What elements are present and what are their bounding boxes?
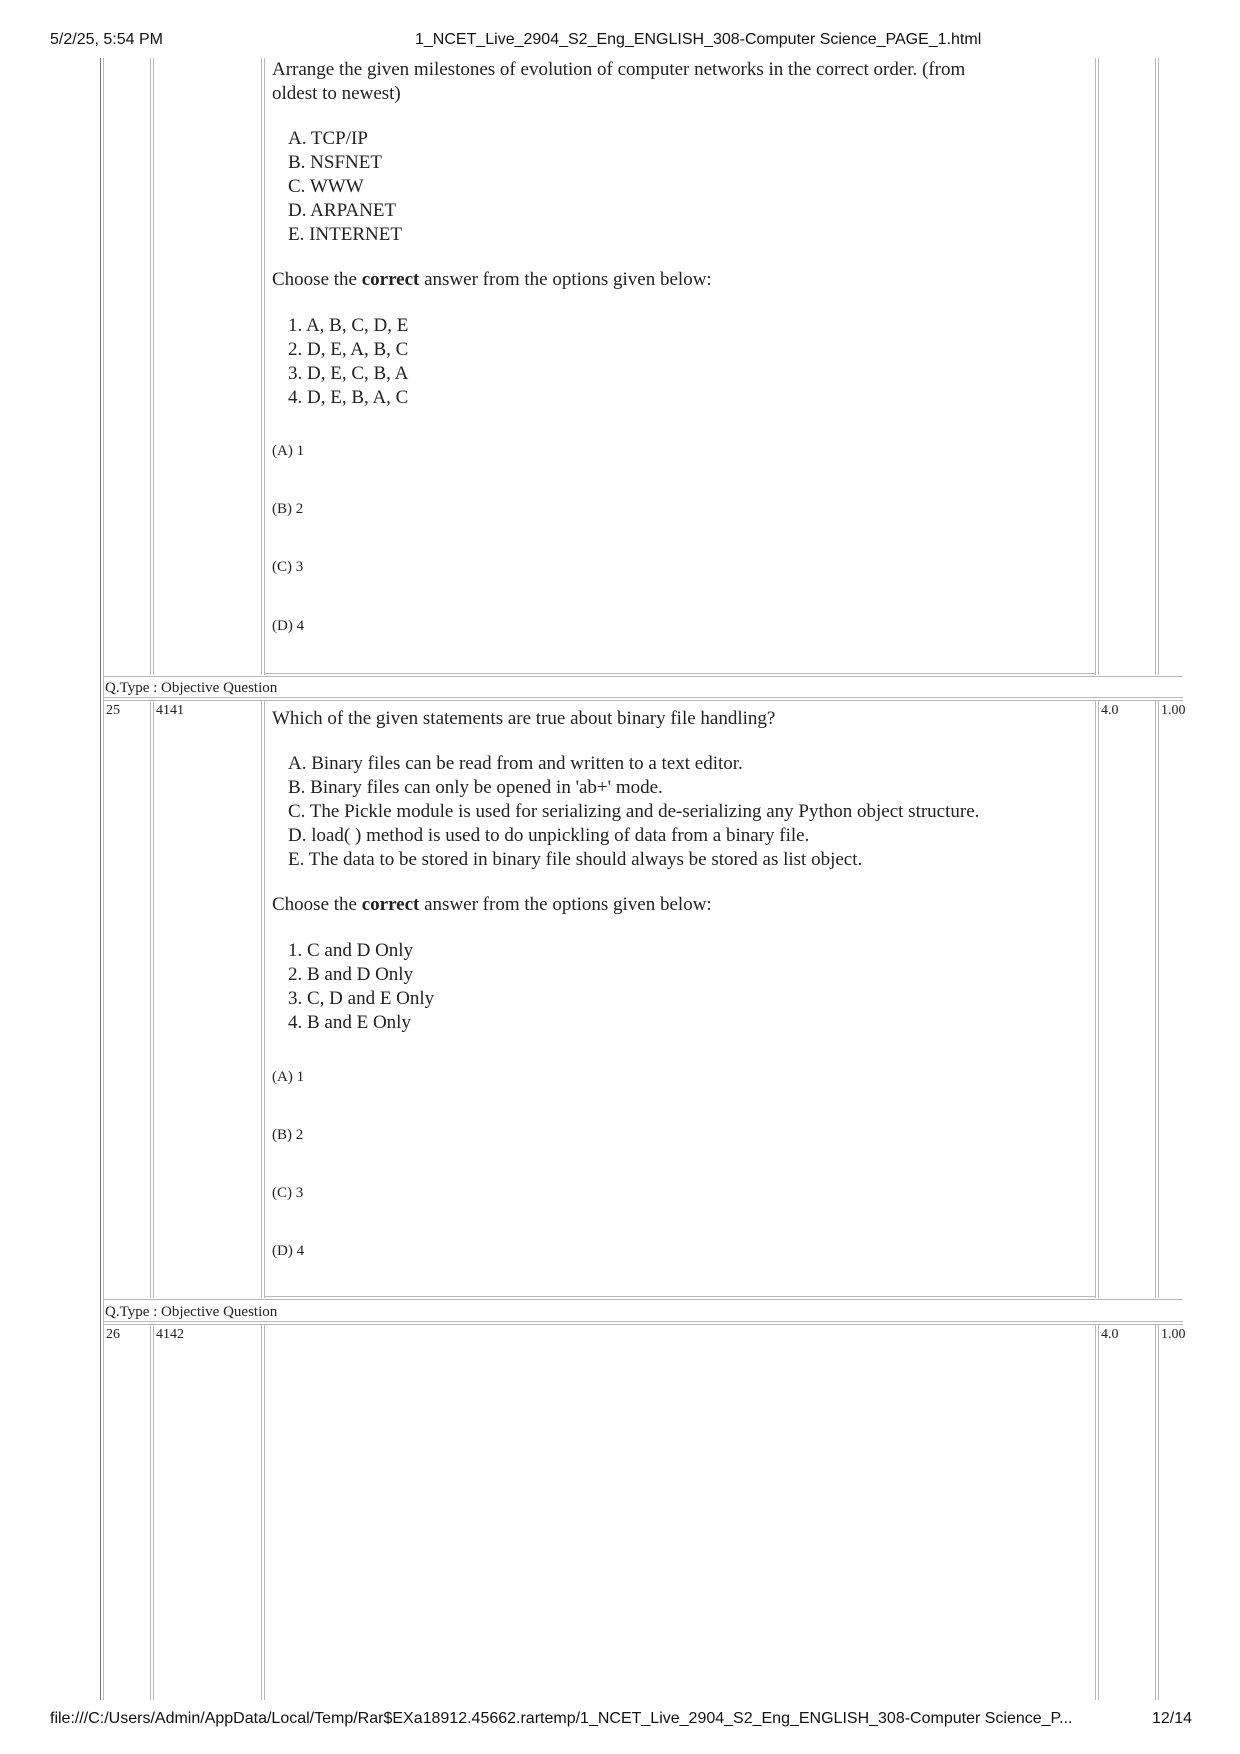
answer-option: (C) 3: [272, 559, 304, 575]
question-type-label: Q.Type : Objective Question: [105, 1304, 278, 1320]
choice-list: [288, 314, 408, 410]
statement-list: [288, 127, 402, 247]
document-title: 1_NCET_Live_2904_S2_Eng_ENGLISH_308-Computer Science_PAGE_1.html: [415, 31, 982, 48]
list-item: E. The data to be stored in binary file should always be stored as list object.: [288, 849, 863, 870]
list-item: D. ARPANET: [288, 200, 397, 221]
list-item: A. TCP/IP: [288, 128, 368, 149]
answer-option: (D) 4: [272, 618, 305, 634]
print-datetime: 5/2/25, 5:54 PM: [50, 31, 163, 48]
file-path: file:///C:/Users/Admin/AppData/Local/Temp/Rar$EXa18912.45662.rartemp/1_NCET_Live_2904_S2_Eng_ENGLISH_308-Computer Science_P...: [50, 1710, 1073, 1727]
choose-instruction: Choose the correct answer from the options given below:: [272, 269, 712, 290]
list-item: D. load( ) method is used to do unpickling of data from a binary file.: [288, 825, 810, 846]
choice-list: [288, 939, 434, 1035]
list-item: C. WWW: [288, 176, 364, 197]
answer-option: (A) 1: [272, 443, 305, 459]
page-number: 12/14: [1151, 1710, 1192, 1727]
list-item: 3. D, E, C, B, A: [288, 363, 409, 384]
list-item: E. INTERNET: [288, 224, 402, 245]
serial-number: 25: [106, 703, 120, 718]
question-stem: Arrange the given milestones of evolution of computer networks in the correct order. (from oldest to newest): [272, 59, 966, 104]
list-item: A. Binary files can be read from and written to a text editor.: [288, 753, 743, 774]
list-item: 4. B and E Only: [288, 1012, 411, 1033]
negative-marks: 1.00: [1161, 703, 1186, 718]
list-item: 4. D, E, B, A, C: [288, 387, 409, 408]
serial-number: 26: [106, 1327, 120, 1342]
question-id: 4142: [156, 1327, 184, 1342]
question-type-label: Q.Type : Objective Question: [105, 680, 278, 696]
question-id: 4141: [156, 703, 184, 718]
list-item: 2. B and D Only: [288, 964, 414, 985]
negative-marks: 1.00: [1161, 1327, 1186, 1342]
answer-option: (B) 2: [272, 1127, 304, 1143]
choose-instruction: Choose the correct answer from the options given below:: [272, 894, 712, 915]
list-item: B. NSFNET: [288, 152, 382, 173]
answer-option: (B) 2: [272, 501, 304, 517]
list-item: 2. D, E, A, B, C: [288, 339, 409, 360]
list-item: 1. A, B, C, D, E: [288, 315, 409, 336]
answer-option: (C) 3: [272, 1185, 304, 1201]
marks: 4.0: [1101, 703, 1119, 718]
answer-option: (D) 4: [272, 1243, 305, 1259]
list-item: 3. C, D and E Only: [288, 988, 435, 1009]
statement-list: [288, 752, 979, 872]
answer-option: (A) 1: [272, 1069, 305, 1085]
list-item: 1. C and D Only: [288, 940, 414, 961]
list-item: C. The Pickle module is used for serializing and de-serializing any Python object structure.: [288, 801, 980, 822]
question-stem: Which of the given statements are true about binary file handling?: [272, 708, 776, 729]
list-item: B. Binary files can only be opened in 'ab+' mode.: [288, 777, 663, 798]
marks: 4.0: [1101, 1327, 1119, 1342]
